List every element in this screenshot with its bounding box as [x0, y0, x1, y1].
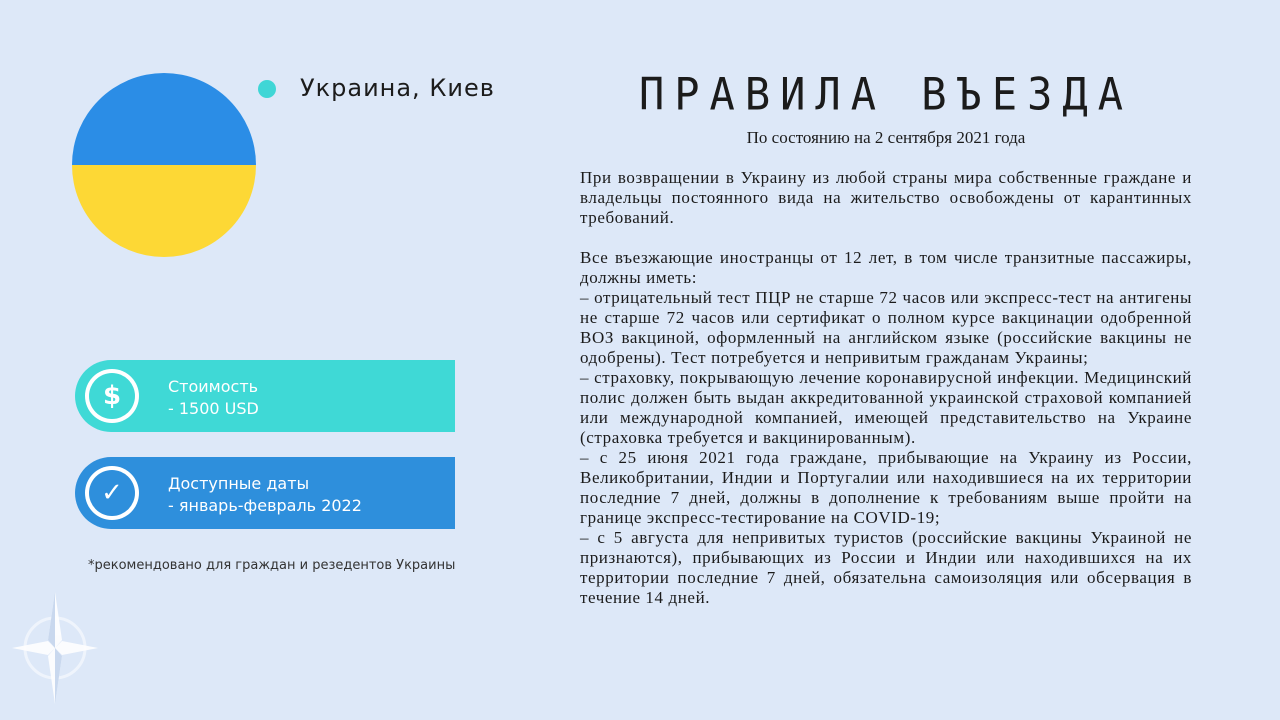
flag-blue-half	[72, 73, 256, 165]
cost-label: Стоимость	[168, 377, 259, 396]
rules-paragraph-1: При возвращении в Украину из любой страны мира собственные граждане и владельцы постоянного вида на жительство освобождены от карантинных требований.	[580, 168, 1192, 227]
ukraine-flag-circle	[72, 73, 256, 257]
page-title: ПРАВИЛА ВЪЕЗДА	[638, 68, 1133, 121]
rules-text	[580, 168, 1192, 608]
cost-value: - 1500 USD	[168, 399, 259, 418]
dollar-icon: $	[85, 369, 139, 423]
cost-card	[75, 360, 455, 432]
footnote: *рекомендовано для граждан и резедентов Украины	[88, 558, 456, 573]
rules-paragraph-2: Все въезжающие иностранцы от 12 лет, в том числе транзитные пассажиры, должны иметь: – отрицательный тест ПЦР не старше 72 часов или экспресс-тест на антигены не старше 72 часов или сертификат о полном курсе вакцинации одобренной ВОЗ вакциной, оформленный на английском языке (российские вакцины не одобрены). Тест потребуется и непривитым гражданам Украины; – страховку, покрывающую лечение коронавирусной инфекции. Медицинский полис должен быть выдан аккредитованной украинской страховой компанией или международной компанией, имеющей представительство на Украине (страховка требуется и вакцинированным). – с 25 июня 2021 года граждане, прибывающие на Украину из России, Великобритании, Индии и Португалии или находившиеся на их территории последние 7 дней, должны в дополнение к требованиям выше пройти на границе экспресс-тестирование на COVID-19; – с 5 августа для непривитых туристов (российские вакцины Украиной не признаются), прибывающих из России и Индии или находившихся на их территории последние 7 дней, обязательна самоизоляция или обсервация в течение 14 дней.	[580, 248, 1192, 607]
location-dot-icon	[258, 80, 276, 98]
location-label: Украина, Киев	[300, 74, 495, 102]
flag-yellow-half	[72, 165, 256, 257]
page-subtitle: По состоянию на 2 сентября 2021 года	[746, 128, 1026, 147]
check-icon: ✓	[85, 466, 139, 520]
compass-logo-icon	[10, 590, 100, 705]
dates-card	[75, 457, 455, 529]
dates-label: Доступные даты	[168, 474, 310, 493]
dates-value: - январь-февраль 2022	[168, 496, 362, 515]
